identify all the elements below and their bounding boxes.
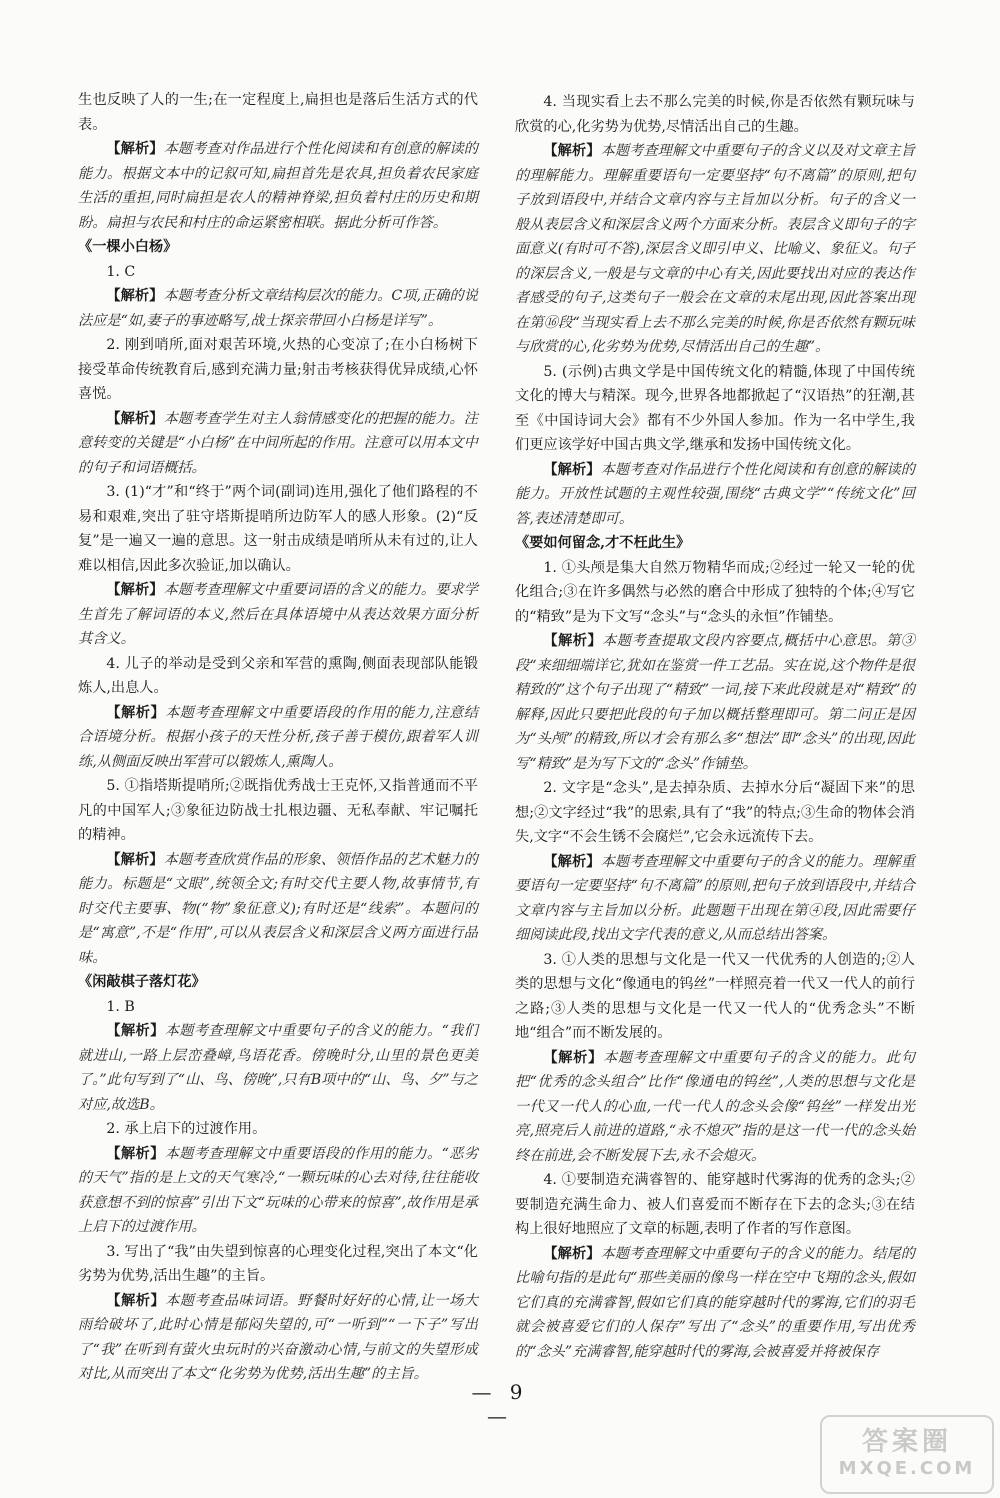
- answer-paragraph: 1. C: [106, 263, 136, 280]
- analysis-text: 本题考查理解文中重要语段的作用的能力,注意结合语境分析。根据小孩子的天性分析,孩子善于模仿,跟着军人训练,从侧面反映出军营可以锻炼人,熏陶人。: [78, 704, 478, 770]
- analysis-tag: 【解析】: [106, 582, 164, 598]
- watermark-logo: [820, 1415, 994, 1494]
- watermark-line-1: 答案圈: [861, 1427, 952, 1457]
- analysis-text: 本题考查理解文中重要语段的作用的能力。“恶劣的天气”指的是上文的天气寒冷,“一颗玩味的心去对待,往往能收获意想不到的惊喜”引出下文“玩味的心带来的惊喜”,故作用是承上启下的过渡作用。: [78, 1145, 478, 1235]
- analysis-text: 本题考查对作品进行个性化阅读和有创意的解读的能力。根据文本中的记叙可知,扁担首先是农具,担负着农民家庭生活的重担,同时扁担是农人的精神脊梁,担负着村庄的历史和期盼。扁担与农民和村庄的命运紧密相联。据此分析可作答。: [78, 141, 478, 231]
- analysis-text: 本题考查欣赏作品的形象、领悟作品的艺术魅力的能力。标题是“文眼”,统领全文;有时交代主要人物,故事情节,有时交代主要事、物(“物”象征意义);有时还是“线索”。本题问的是“寓意”,不是“作用”,可以从表层含义和深层含义两方面进行品味。: [78, 851, 478, 966]
- answer-paragraph: 4. ①要制造充满睿智的、能穿越时代雾海的优秀的念头;②要制造充满生命力、被人们喜爱而不断存在下去的念头;③在结构上很好地照应了文章的标题,表明了作者的写作意图。: [515, 1172, 915, 1237]
- analysis-tag: 【解析】: [106, 1023, 165, 1039]
- answer-paragraph: 生也反映了人的一生;在一定程度上,扁担也是落后生活方式的代表。: [78, 92, 478, 133]
- analysis-paragraph: [78, 1289, 478, 1387]
- analysis-paragraph: [515, 1242, 915, 1365]
- analysis-paragraph: [78, 407, 478, 481]
- answer-paragraph: 3. (1)“才”和“终于”两个词(副词)连用,强化了他们路程的不易和艰难,突出了驻守塔斯提哨所边防军人的感人形象。(2)“反复”是一遍又一遍的意思。这一射击成绩是哨所从未有过的,让人难以相信,因此多次验证,加以确认。: [78, 484, 478, 574]
- analysis-paragraph: [515, 458, 915, 532]
- analysis-paragraph: [78, 578, 478, 652]
- analysis-tag: 【解析】: [106, 410, 164, 427]
- answer-paragraph: 3. 写出了“我”由失望到惊喜的心理变化过程,突出了本文“化劣势为优势,活出生趣”的主旨。: [78, 1243, 478, 1284]
- answer-paragraph: 1. B: [106, 998, 135, 1015]
- analysis-paragraph: [78, 1142, 478, 1240]
- analysis-paragraph: [78, 137, 478, 235]
- right-column: [515, 90, 915, 1364]
- answer-paragraph: 3. ①人类的思想与文化是一代又一代优秀的人创造的;②人类的思想与文化“像通电的钨丝”一样照亮着一代又一代人的前行之路;③人类的思想与文化是一代又一代人的“优秀念头”不断地“组合”而不断发展的。: [515, 951, 915, 1041]
- analysis-text: 本题考查理解文中重要句子的含义的能力。结尾的比喻句指的是此句“那些美丽的像鸟一样在空中飞翔的念头,假如它们真的充满睿智,假如它们真的能穿越时代的雾海,它们的羽毛就会被喜爱它们的人保存”写出了“念头”的重要作用,写出优秀的“念头”充满睿智,能穿越时代的雾海,会被喜爱并将被保存: [515, 1245, 915, 1360]
- answer-paragraph: 4. 儿子的举动是受到父亲和军营的熏陶,侧面表现部队能锻炼人,出息人。: [78, 655, 478, 696]
- page-number: — 9 —: [471, 1380, 529, 1428]
- answer-paragraph: 4. 当现实看上去不那么完美的时候,你是否依然有颗玩味与欣赏的心,化劣势为优势,尽情活出自己的生趣。: [515, 94, 915, 135]
- analysis-text: 本题考查分析文章结构层次的能力。C项,正确的说法应是“如,妻子的事迹略写,战士探亲带回小白杨是详写”。: [78, 288, 478, 329]
- answer-paragraph: 5. (示例)古典文学是中国传统文化的精髓,体现了中国传统文化的博大与精深。现今,世界各地都掀起了“汉语热”的狂潮,甚至《中国诗词大会》都有不少外国人参加。作为一名中学生,我们更应该学好中国古典文学,继承和发扬中国传统文化。: [515, 363, 915, 453]
- analysis-paragraph: [515, 850, 915, 948]
- analysis-tag: 【解析】: [106, 1145, 165, 1162]
- section-title: 《一棵小白杨》: [78, 239, 178, 255]
- analysis-tag: 【解析】: [106, 1292, 166, 1309]
- analysis-paragraph: [515, 629, 915, 776]
- answer-paragraph: 5. ①指塔斯提哨所;②既指优秀战士王克怀,又指普通而不平凡的中国军人;③象征边防战士扎根边疆、无私奉献、牢记嘱托的精神。: [78, 778, 478, 843]
- analysis-text: 本题考查理解文中重要句子的含义以及对文章主旨的理解能力。理解重要语句一定要坚持“句不离篇”的原则,把句子放到语段中,并结合文章内容与主旨加以分析。句子的含义一般从表层含义和深层含义两个方面来分析。表层含义即句子的字面意义(有时可不答),深层含义即引申义、比喻义、象征义。句子的深层含义,一般是与文章的中心有关,因此要找出对应的表达作者感受的句子,这类句子一般会在文章的末尾出现,因此答案出现在第⑯段“当现实看上去不那么完美的时候,你是否依然有颗玩味与欣赏的心,化劣势为优势,尽情活出自己的生趣”。: [515, 143, 915, 355]
- analysis-text: 本题考查品味词语。野餐时好好的心情,让一场大雨给破坏了,此时心情是郁闷失望的,可“一听到”“一下子”写出了“我”在听到有萤火虫玩时的兴奋激动心情,与前文的失望形成对比,从而突出了本文“化劣势为优势,活出生趣”的主旨。: [78, 1292, 478, 1382]
- analysis-tag: 【解析】: [543, 143, 601, 159]
- answer-paragraph: 2. 刚到哨所,面对艰苦环境,火热的心变凉了;在小白杨树下接受革命传统教育后,感到充满力量;射击考核获得优异成绩,心怀喜悦。: [78, 337, 478, 402]
- analysis-tag: 【解析】: [543, 1245, 601, 1262]
- answer-paragraph: 2. 文字是“念头”,是去掉杂质、去掉水分后“凝固下来”的思想;②文字经过“我”的思索,具有了“我”的特点;③生命的物体会消失,文字“不会生锈不会腐烂”,它会永远流传下去。: [515, 780, 915, 845]
- section-title: 《要如何留念,才不枉此生》: [515, 535, 691, 551]
- analysis-paragraph: [78, 1019, 478, 1117]
- analysis-paragraph: [515, 139, 915, 360]
- analysis-paragraph: [515, 1046, 915, 1169]
- analysis-tag: 【解析】: [106, 288, 164, 304]
- analysis-tag: 【解析】: [543, 1049, 603, 1066]
- analysis-paragraph: [78, 701, 478, 775]
- analysis-tag: 【解析】: [543, 853, 601, 870]
- analysis-text: 本题考查提取文段内容要点,概括中心意思。第③段“来细细端详它,犹如在鉴赏一件工艺品。实在说,这个物件是很精致的”这个句子出现了“精致”一词,接下来此段就是对“精致”的解释,因此只要把此段的句子加以概括整理即可。第二问正是因为“头颅”的精致,所以才会有那么多“想法”即“念头”的出现,因此写“精致”是为写下文的“念头”作铺垫。: [515, 633, 915, 772]
- answer-paragraph: 1. ①头颅是集大自然万物精华而成;②经过一轮又一轮的优化组合;③在许多偶然与必然的磨合中形成了独特的个体;④写它的“精致”是为下文写“念头”与“念头的永恒”作铺垫。: [515, 559, 915, 625]
- analysis-text: 本题考查对作品进行个性化阅读和有创意的解读的能力。开放性试题的主观性较强,围绕“古典文学”“传统文化”回答,表述清楚即可。: [515, 461, 915, 527]
- analysis-text: 本题考查理解文中重要句子的含义的能力。理解重要语句一定要坚持“句不离篇”的原则,把句子放到语段中,并结合文章内容与主旨加以分析。此题题干出现在第④段,因此需要仔细阅读此段,找出文字代表的意义,从而总结出答案。: [515, 853, 915, 943]
- analysis-tag: 【解析】: [106, 141, 164, 157]
- analysis-text: 本题考查理解文中重要句子的含义的能力。“我们就进山,一路上层峦叠嶂,鸟语花香。傍晚时分,山里的景色更美了。”此句写到了“山、鸟、傍晚”,只有B项中的“山、鸟、夕”与之对应,故选B。: [78, 1023, 478, 1113]
- analysis-tag: 【解析】: [106, 704, 166, 721]
- analysis-tag: 【解析】: [106, 851, 164, 868]
- analysis-tag: 【解析】: [543, 461, 601, 478]
- left-column: [78, 88, 478, 1387]
- analysis-text: 本题考查理解文中重要词语的含义的能力。要求学生首先了解词语的本义,然后在具体语境中从表达效果方面分析其含义。: [78, 582, 478, 647]
- analysis-text: 本题考查学生对主人翁情感变化的把握的能力。注意转变的关键是“小白杨”在中间所起的作用。注意可以用本文中的句子和词语概括。: [78, 410, 478, 476]
- analysis-tag: 【解析】: [543, 633, 603, 649]
- section-title: 《闲敲棋子落灯花》: [78, 974, 206, 990]
- analysis-paragraph: [78, 284, 478, 333]
- analysis-paragraph: [78, 848, 478, 971]
- watermark-line-2: MXQE.COM: [838, 1458, 976, 1479]
- analysis-text: 本题考查理解文中重要句子的含义的能力。此句把“优秀的念头组合”比作“像通电的钨丝”,人类的思想与文化是一代又一代人的心血,一代一代人的念头会像“钨丝”一样发出光亮,照亮后人前进的道路,“永不熄灭”指的是这一代一代的念头始终在前进,会不断发展下去,永不会熄灭。: [515, 1049, 915, 1164]
- answer-paragraph: 2. 承上启下的过渡作用。: [106, 1121, 267, 1137]
